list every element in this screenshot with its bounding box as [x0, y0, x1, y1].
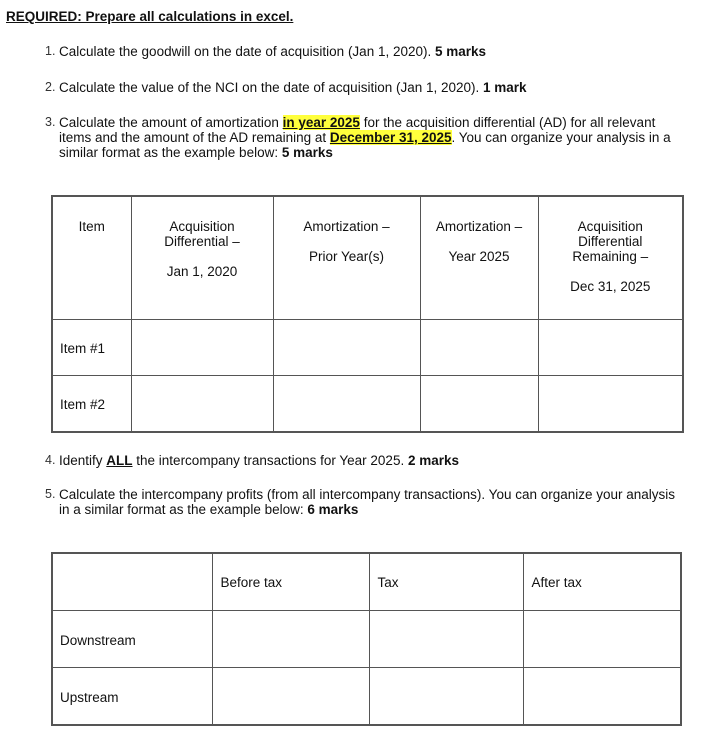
- question-5: [45, 487, 685, 517]
- row-label: Item #2: [52, 376, 131, 433]
- question-marks: 6 marks: [307, 502, 359, 517]
- emphasis-all: ALL: [106, 453, 133, 468]
- table-cell: [212, 668, 369, 726]
- header-before-tax: Before tax: [212, 553, 369, 611]
- table-row: [52, 376, 683, 433]
- question-number: 4.: [45, 453, 56, 467]
- row-label: Item #1: [52, 320, 131, 376]
- table-cell: [538, 320, 683, 376]
- table-row: [52, 320, 683, 376]
- page-heading: REQUIRED: Prepare all calculations in excel.: [6, 9, 294, 24]
- question-number: 5.: [45, 487, 56, 501]
- question-text: . You can organize your analysis in a similar format as the example below:: [59, 130, 671, 160]
- question-2: [45, 80, 685, 95]
- header-amortization-2025: Amortization – Year 2025: [420, 196, 538, 320]
- question-marks: 2 marks: [407, 453, 460, 468]
- row-label: Upstream: [52, 668, 212, 726]
- table-cell: [273, 320, 420, 376]
- header-acquisition-differential: Acquisition Differential – Jan 1, 2020: [131, 196, 273, 320]
- row-label: Downstream: [52, 611, 212, 668]
- header-amortization-prior: Amortization – Prior Year(s): [273, 196, 420, 320]
- table-cell: [420, 320, 538, 376]
- table-cell: [212, 611, 369, 668]
- table-cell: [369, 668, 523, 726]
- table-cell: [131, 320, 273, 376]
- table-row: [52, 611, 681, 668]
- highlight-year: in year 2025: [282, 115, 360, 130]
- header-ad-remaining: Acquisition Differential Remaining – Dec 31, 2025: [538, 196, 683, 320]
- table-cell: [538, 376, 683, 433]
- header-after-tax: After tax: [523, 553, 681, 611]
- table-cell: [131, 376, 273, 433]
- question-text: Calculate the value of the NCI on the date of acquisition (Jan 1, 2020).: [59, 80, 480, 95]
- question-marks: 1 mark: [483, 80, 527, 95]
- table-cell: [523, 611, 681, 668]
- highlight-date: December 31, 2025: [329, 130, 452, 145]
- question-marks: 5 marks: [281, 145, 333, 160]
- header-blank: [52, 553, 212, 611]
- question-text: for the acquisition differential (AD) for all relevant items and the amount of the AD remaining at: [59, 115, 656, 145]
- intercompany-profits-table: [51, 552, 682, 726]
- table-cell: [273, 376, 420, 433]
- question-marks: 5 marks: [435, 44, 487, 59]
- table-cell: [420, 376, 538, 433]
- table-cell: [523, 668, 681, 726]
- question-text: Calculate the amount of amortization: [59, 115, 283, 130]
- question-3: [45, 115, 685, 160]
- question-text: Calculate the goodwill on the date of acquisition (Jan 1, 2020).: [59, 44, 432, 59]
- question-4: 4. Identify ALL the intercompany transactions for Year 2025. 2 marks: [45, 453, 460, 468]
- header-item: Item: [52, 196, 131, 320]
- question-number: 3.: [45, 115, 56, 129]
- amortization-table: [51, 195, 684, 433]
- question-number: 1.: [45, 44, 56, 58]
- question-1: [45, 44, 685, 59]
- question-text: Calculate the intercompany profits (from all intercompany transactions). You can organize your analysis in a similar format as the example below:: [59, 487, 676, 517]
- table-cell: [369, 611, 523, 668]
- header-tax: Tax: [369, 553, 523, 611]
- question-number: 2.: [45, 80, 56, 94]
- table-row: [52, 668, 681, 726]
